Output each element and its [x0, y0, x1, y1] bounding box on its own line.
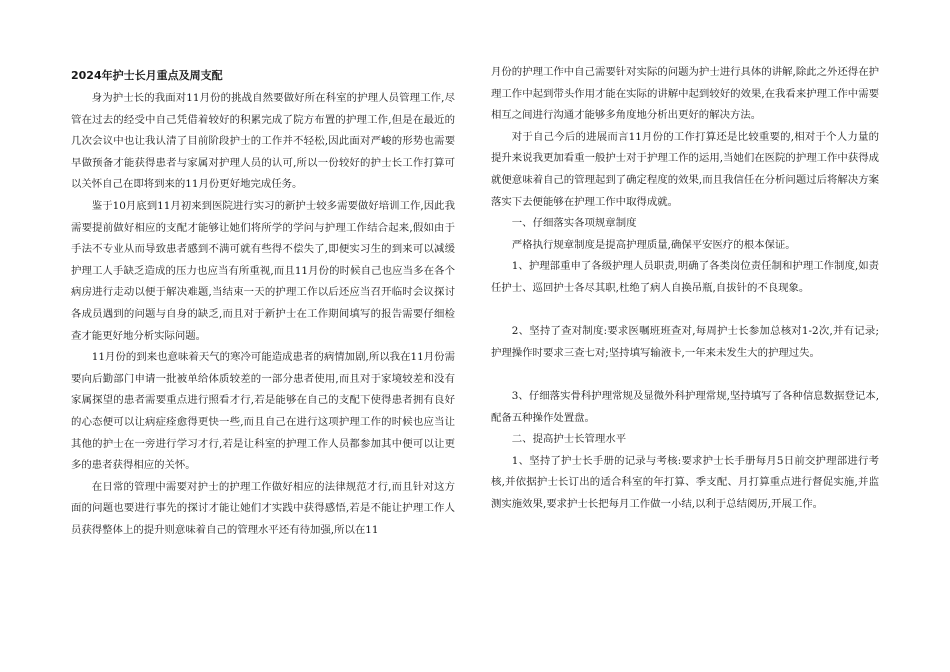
paragraph: 对于自己今后的进展而言11月份的工作打算还是比较重要的,相对于个人力量的提升来说我更加看重一般护士对于护理工作的运用,当她们在医院的护理工作中获得成就便意味着自己的管理起到了确定程度的效果,而且我信任在分析问题过后将解决方案落实下去便能够在护理工作中取得成就。: [491, 130, 879, 208]
list-item: 1、护理部重申了各级护理人员职责,明确了各类岗位责任制和护理工作制度,如责任护士、巡回护士各尽其职,杜绝了病人自换吊瓶,自拔针的不良现象。: [491, 260, 879, 294]
right-column: [491, 62, 879, 515]
section-heading: 二、提高护士长管理水平: [511, 433, 627, 446]
paragraph: 身为护士长的我面对11月份的挑战自然要做好所在科室的护理人员管理工作,尽管在过去的经受中自己凭借着较好的积累完成了院方布置的护理工作,但是在最近的几次会议中也让我认清了目前阶段护士的工作并不轻松,因此面对严峻的形势也需要早做预备才能获得患者与家属对护理人员的认可,所以一份较好的护士长工作打算可以关怀自己在即将到来的11月份更好地完成任务。: [71, 92, 455, 191]
list-item: 2、坚持了查对制度:要求医嘱班班查对,每周护士长参加总核对1-2次,并有记录;护理操作时要求三查七对;坚持填写输液卡,一年来未发生大的护理过失。: [491, 325, 879, 359]
paragraph: 严格执行规章制度是提高护理质量,确保平安医疗的根本保证。: [511, 238, 796, 251]
left-column: [71, 62, 455, 541]
paragraph: 11月份的到来也意味着天气的寒冷可能造成患者的病情加剧,所以我在11月份需要向后勤部门申请一批被单给体质较差的一部分患者使用,而且对于家境较差和没有家属探望的患者需要重点进行照看才行,若是能够在自己的支配下使得患者拥有良好的心态便可以让病症痊愈得更快一些,而且自己在进行这项护理工作的时候也应当让其他的护士在一旁进行学习才行,若是让科室的护理工作人员都参加其中便可以让更多的患者获得相应的关怀。: [71, 351, 455, 472]
paragraph: 在日常的管理中需要对护士的护理工作做好相应的法律规范才行,而且针对这方面的问题也要进行事先的探讨才能让她们才实践中获得感悟,若是不能让护理工作人员获得整体上的提升则意味着自己的管理水平还有待加强,所以在11: [71, 480, 455, 536]
document-title: 2024年护士长月重点及周支配: [71, 69, 223, 82]
paragraph: 鉴于10月底到11月初来到医院进行实习的新护士较多需要做好培训工作,因此我需要提前做好相应的支配才能够让她们将所学的学问与护理工作结合起来,假如由于手法不专业从而导致患者感到不满可就有些得不偿失了,即便实习生的到来可以减缓护理工人手缺乏造成的压力也应当有所重视,而且11月份的时候自己也应当多在各个病房进行走动以便于解决难题,当结束一天的护理工作以后还应当召开临时会议探讨各成员遇到的问题与自身的缺乏,而且对于新护士在工作期间填写的报告需要仔细检查才能更好地分析实际问题。: [71, 199, 455, 342]
paragraph-continued: 月份的护理工作中自己需要针对实际的问题为护士进行具体的讲解,除此之外还得在护理工作中起到带头作用才能在实际的讲解中起到较好的效果,在我看来护理工作中需要相互之间进行沟通才能够多角度地分析出更好的解决方法。: [491, 66, 879, 122]
list-item: 3、仔细落实骨科护理常规及显微外科护理常规,坚持填写了各种信息数据登记本,配备五种操作处置盘。: [491, 389, 879, 424]
list-item: 1、坚持了护士长手册的记录与考核:要求护士长手册每月5日前交护理部进行考核,并依据护士长订出的适合科室的年打算、季支配、月打算重点进行督促实施,并监测实施效果,要求护士长把每月工作做一小结,以利于总结阅历,开展工作。: [491, 454, 879, 510]
section-heading: 一、仔细落实各项规章制度: [511, 217, 637, 230]
